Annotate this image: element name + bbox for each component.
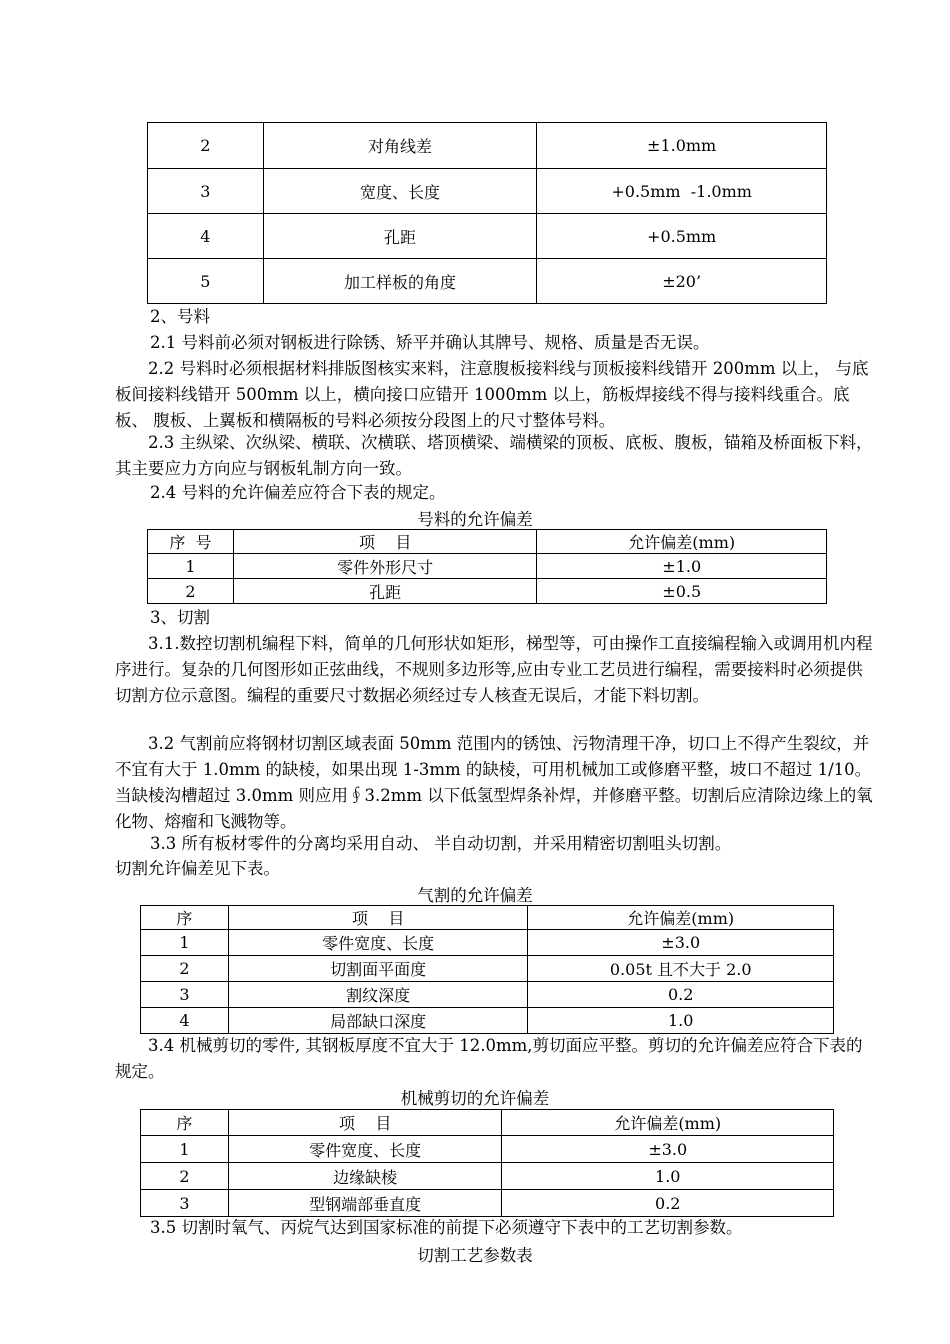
table-row <box>141 1008 834 1034</box>
table-cell: 2 <box>141 1163 229 1190</box>
table-cell: 加工样板的角度 <box>263 259 537 304</box>
paragraph-3-1: 3.1.数控切割机编程下料，简单的几何形状如矩形，梯型等，可由操作工直接编程输入或调用机内程序进行。复杂的几何图形如正弦曲线，不规则多边形等,应由专业工艺员进行编程，需要接料时必须提供切割方位示意图。编程的重要尺寸数据必须经过专人核查无误后，才能下料切割。 <box>115 634 873 705</box>
table-title-mechanical-shearing: 机械剪切的允许偏差 <box>400 1089 550 1108</box>
table-cell: 对角线差 <box>263 123 537 169</box>
table-cell: 零件宽度、长度 <box>228 930 528 956</box>
table-cell: 割纹深度 <box>228 982 528 1008</box>
column-header: 项 目 <box>228 906 528 930</box>
section-2-heading: 2、号料 <box>150 307 210 326</box>
table-cell: +0.5mm -1.0mm <box>537 169 827 214</box>
table-cell: 1 <box>148 554 234 579</box>
table-cell: 局部缺口深度 <box>228 1008 528 1034</box>
table-header-row <box>141 1110 834 1136</box>
table-row <box>148 214 827 259</box>
table-row <box>141 982 834 1008</box>
table-cell: ±20’ <box>537 259 827 304</box>
table-cell: 4 <box>148 214 264 259</box>
table-cell: 1 <box>141 930 229 956</box>
table-cell: ±0.5 <box>537 579 827 604</box>
table-cell: ±3.0 <box>528 930 834 956</box>
table-cell: ±1.0mm <box>537 123 827 169</box>
column-header: 允许偏差(mm) <box>537 530 827 554</box>
table-row <box>141 956 834 982</box>
table-header-row <box>141 906 834 930</box>
table-cell: 2 <box>148 123 264 169</box>
table-row <box>141 1163 834 1190</box>
table-cell: 5 <box>148 259 264 304</box>
table-cell: ±1.0 <box>537 554 827 579</box>
table-cell: 零件外形尺寸 <box>233 554 537 579</box>
column-header: 项 目 <box>233 530 537 554</box>
top-tolerance-table <box>147 122 827 304</box>
table-cell: 0.2 <box>528 982 834 1008</box>
table-cell: 0.2 <box>502 1190 834 1217</box>
table-cell: 孔距 <box>233 579 537 604</box>
table-cell: 3 <box>148 169 264 214</box>
table-cell: 1.0 <box>528 1008 834 1034</box>
mechanical-shearing-tolerance-table <box>140 1109 834 1217</box>
table-cell: 0.05t 且不大于 2.0 <box>528 956 834 982</box>
column-header: 允许偏差(mm) <box>528 906 834 930</box>
table-row <box>141 930 834 956</box>
column-header: 序 <box>141 1110 229 1136</box>
column-header: 序 号 <box>148 530 234 554</box>
paragraph-2-2: 2.2 号料时必须根据材料排版图核实来料，注意腹板接料线与顶板接料线错开 200mm 以上， 与底板间接料线错开 500mm 以上，横向接口应错开 1000mm 以上，筋板焊接线不得与接料线重合。底板、 腹板、上翼板和横隔板的号料必须按分段图上的尺寸整体号料。 <box>115 359 869 430</box>
table-cell: 宽度、长度 <box>263 169 537 214</box>
table-row <box>141 1190 834 1217</box>
paragraph-3-4: 3.4 机械剪切的零件, 其钢板厚度不宜大于 12.0mm,剪切面应平整。剪切的允许偏差应符合下表的规定。 <box>115 1036 863 1081</box>
paragraph-2-1: 2.1 号料前必须对钢板进行除锈、矫平并确认其牌号、规格、质量是否无误。 <box>150 333 710 352</box>
table-row <box>141 1136 834 1163</box>
table-cell: 1.0 <box>502 1163 834 1190</box>
table-cell: 型钢端部垂直度 <box>228 1190 502 1217</box>
paragraph-3-3b: 切割允许偏差见下表。 <box>115 859 280 878</box>
table-title-cutting-parameters: 切割工艺参数表 <box>417 1246 533 1265</box>
table-title-gas-cutting: 气割的允许偏差 <box>417 886 533 905</box>
table-row <box>148 579 827 604</box>
table-cell: 2 <box>148 579 234 604</box>
table-row <box>148 169 827 214</box>
table-title-marking: 号料的允许偏差 <box>417 510 533 529</box>
gas-cutting-tolerance-table <box>140 905 834 1034</box>
column-header: 允许偏差(mm) <box>502 1110 834 1136</box>
paragraph-3-2: 3.2 气割前应将钢材切割区域表面 50mm 范围内的锈蚀、污物清理干净，切口上不得产生裂纹，并不宜有大于 1.0mm 的缺棱，如果出现 1-3mm 的缺棱，可用机械加工或修磨平整，坡口不超过 1/10。当缺棱沟槽超过 3.0mm 则应用∮3.2mm 以下低氢型焊条补焊，并修磨平整。切割后应清除边缘上的氧化物、熔瘤和飞溅物等。 <box>115 734 873 831</box>
table-cell: ±3.0 <box>502 1136 834 1163</box>
column-header: 序 <box>141 906 229 930</box>
table-cell: 4 <box>141 1008 229 1034</box>
section-3-heading: 3、切割 <box>150 608 210 627</box>
table-cell: +0.5mm <box>537 214 827 259</box>
paragraph-2-3: 2.3 主纵梁、次纵梁、横联、次横联、塔顶横梁、端横梁的顶板、底板、腹板，锚箱及桥面板下料，其主要应力方向应与钢板轧制方向一致。 <box>115 433 873 478</box>
paragraph-2-4: 2.4 号料的允许偏差应符合下表的规定。 <box>150 483 446 502</box>
paragraph-3-3: 3.3 所有板材零件的分离均采用自动、 半自动切割，并采用精密切割咀头切割。 <box>150 834 732 853</box>
table-row <box>148 554 827 579</box>
table-cell: 1 <box>141 1136 229 1163</box>
table-row <box>148 123 827 169</box>
table-cell: 孔距 <box>263 214 537 259</box>
table-cell: 3 <box>141 982 229 1008</box>
table-header-row <box>148 530 827 554</box>
marking-tolerance-table <box>147 529 827 604</box>
table-cell: 2 <box>141 956 229 982</box>
table-cell: 零件宽度、长度 <box>228 1136 502 1163</box>
table-cell: 3 <box>141 1190 229 1217</box>
table-cell: 边缘缺棱 <box>228 1163 502 1190</box>
column-header: 项 目 <box>228 1110 502 1136</box>
table-row <box>148 259 827 304</box>
paragraph-3-5: 3.5 切割时氧气、丙烷气达到国家标准的前提下必须遵守下表中的工艺切割参数。 <box>150 1218 743 1237</box>
table-cell: 切割面平面度 <box>228 956 528 982</box>
